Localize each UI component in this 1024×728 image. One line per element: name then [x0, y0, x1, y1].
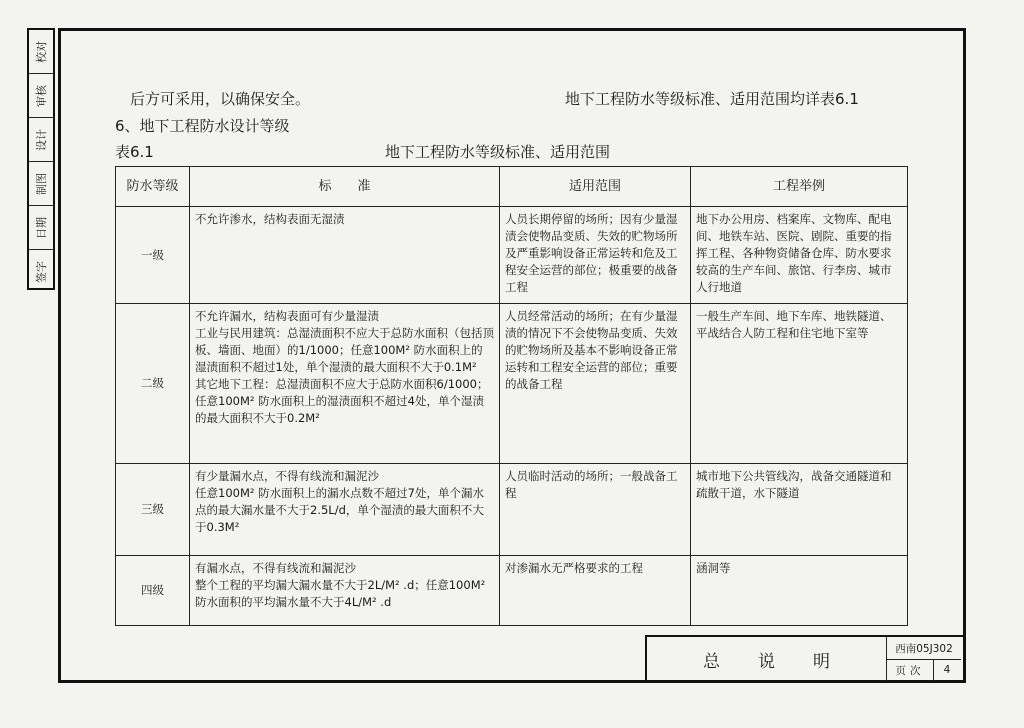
- approval-sidebar: [27, 28, 55, 290]
- scope-cell: 人员长期停留的场所；因有少量湿渍会使物品变质、失效的贮物场所及严重影响设备正常运转和危及工程安全运营的部位；极重要的战备工程: [500, 207, 691, 304]
- scope-cell: 人员经常活动的场所；在有少量湿渍的情况下不会使物品变质、失效的贮物场所及基本不影响设备正常运转和工程安全运营的部位；重要的战备工程: [500, 304, 691, 464]
- table-row: [116, 464, 908, 556]
- page-number: 4: [943, 664, 951, 676]
- table-row: [116, 556, 908, 626]
- title-block: [645, 635, 963, 681]
- sidebar-label: 审核: [35, 84, 48, 107]
- sidebar-label: 签字: [35, 260, 48, 283]
- sidebar-cell: [29, 206, 53, 250]
- examples-cell: 城市地下公共管线沟，战备交通隧道和疏散干道，水下隧道: [691, 464, 908, 556]
- sidebar-cell: [29, 30, 53, 74]
- grade-cell: 一级: [116, 207, 190, 304]
- page-label: 页次: [887, 659, 934, 681]
- header-grade: 防水等级: [116, 167, 190, 207]
- table-row: [116, 207, 908, 304]
- examples-cell: 地下办公用房、档案库、文物库、配电间、地铁车站、医院、剧院、重要的指挥工程、各种物资储备仓库、防水要求较高的生产车间、旅馆、行李房、城市人行地道: [691, 207, 908, 304]
- standard-cell: 有少量漏水点，不得有线流和漏泥沙 任意100M² 防水面积上的漏水点数不超过7处，单个漏水点的最大漏水量不大于2.5L/d，单个湿渍的最大面积不大于0.3M²: [190, 464, 500, 556]
- scope-cell: 人员临时活动的场所；一般战备工程: [500, 464, 691, 556]
- sidebar-cell: [29, 250, 53, 293]
- standard-cell: 不允许渗水，结构表面无湿渍: [190, 207, 500, 304]
- intro-text: 后方可采用，以确保安全。: [130, 90, 311, 108]
- header-examples: 工程举例: [691, 167, 908, 207]
- atlas-number: 西南05J302: [887, 637, 961, 660]
- sidebar-cell: [29, 74, 53, 118]
- sidebar-label: 日期: [35, 216, 48, 239]
- header-scope: 适用范围: [500, 167, 691, 207]
- table-label: 表6.1: [115, 143, 154, 161]
- title-block-main: 总说明: [647, 637, 887, 681]
- standard-cell: 有漏水点，不得有线流和漏泥沙 整个工程的平均漏大漏水量不大于2L/M² .d；任意100M² 防水面积的平均漏水量不大于4L/M² .d: [190, 556, 500, 626]
- examples-cell: 涵洞等: [691, 556, 908, 626]
- grade-cell: 四级: [116, 556, 190, 626]
- examples-cell: 一般生产车间、地下车库、地铁隧道、平战结合人防工程和住宅地下室等: [691, 304, 908, 464]
- sidebar-label: 设计: [35, 128, 48, 151]
- sidebar-cell: [29, 162, 53, 206]
- table-title: 地下工程防水等级标准、适用范围: [385, 143, 611, 161]
- sidebar-label: 校对: [35, 40, 48, 63]
- table-header-row: [116, 167, 908, 207]
- table-row: [116, 304, 908, 464]
- sidebar-cell: [29, 118, 53, 162]
- header-standard: 标 准: [190, 167, 500, 207]
- waterproof-grade-table: [115, 166, 908, 626]
- scope-cell: 对渗漏水无严格要求的工程: [500, 556, 691, 626]
- grade-cell: 三级: [116, 464, 190, 556]
- cross-reference-text: 地下工程防水等级标准、适用范围均详表6.1: [565, 90, 859, 108]
- standard-cell: 不允许漏水，结构表面可有少量湿渍 工业与民用建筑：总湿渍面积不应大于总防水面积（包括顶板、墙面、地面）的1/1000；任意100M² 防水面积上的湿渍面积不超过1处，单个湿渍的最大面积不大于0.1M² 其它地下工程：总湿渍面积不应大于总防水面积6/1000；任意100M² 防水面积上的湿渍面积不超过4处，单个湿渍的最大面积不大于0.2M²: [190, 304, 500, 464]
- grade-cell: 二级: [116, 304, 190, 464]
- section-title: 6、地下工程防水设计等级: [115, 117, 290, 135]
- sidebar-label: 制图: [35, 172, 48, 195]
